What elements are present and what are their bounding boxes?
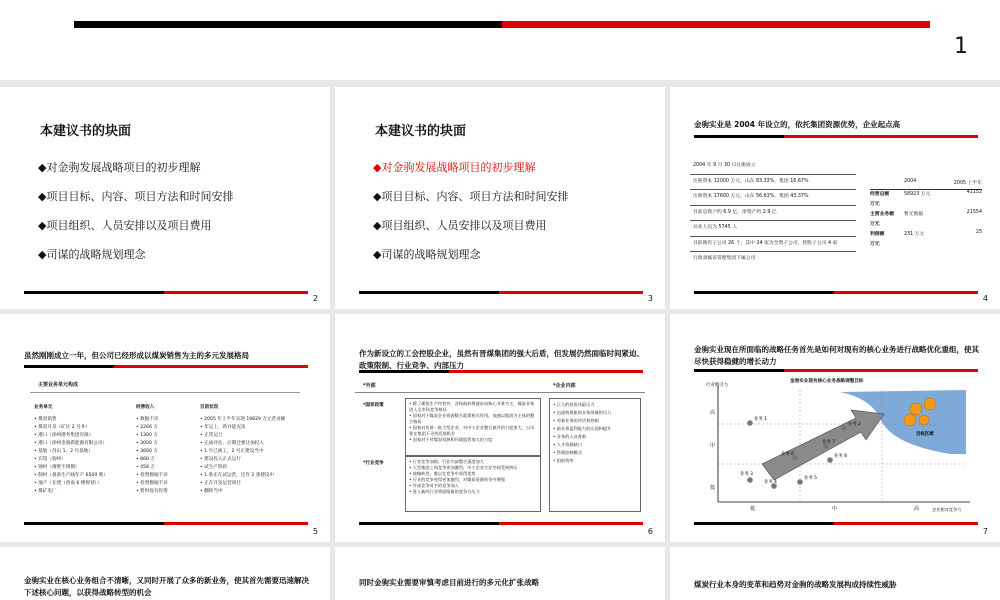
slide-number: 6 — [647, 527, 653, 536]
list-item: • 2266 万 — [136, 425, 158, 430]
list-item: • 458 万 — [136, 465, 155, 470]
list-item: • 国家对于对煤炭资源和环境监管加大的力度 — [409, 437, 493, 442]
list-item: • 钢材（薄壁不锈钢） — [34, 465, 80, 470]
agenda-item: ◆对金驹发展战略项目的初步理解 — [38, 161, 201, 174]
agenda-item: ◆司谋的战略规划理念 — [38, 248, 146, 261]
agenda-item: ◆项目组织、人员安排以及项目费用 — [373, 219, 547, 232]
direction-arrow — [762, 410, 884, 480]
list-item: • 试生产阶段 — [200, 465, 228, 470]
policy-label: *国家政策 — [363, 403, 384, 408]
list-item: • 投资数据不详 — [136, 481, 168, 486]
list-item: • 宾馆（驹州） — [34, 457, 66, 462]
chart-point — [797, 479, 803, 485]
x-tick: 中 — [832, 506, 838, 512]
list-item: • 3600 万 — [136, 449, 158, 454]
point-label: 业务 5 — [804, 476, 817, 481]
target-label: 目标区域 — [916, 432, 934, 437]
chart-point — [747, 420, 753, 426]
list-item: • 煤炭销售 — [34, 417, 57, 422]
slide-thumbnail-5[interactable] — [0, 314, 330, 542]
slide-title: 煤炭行业本身的变革和趋势对金驹的战略发展构成持续性威胁 — [694, 580, 897, 589]
x-tick: 低 — [750, 506, 756, 512]
slide-thumbnail-2[interactable] — [0, 87, 330, 309]
competition-box — [405, 456, 541, 512]
list-item: • 进入新的行业将面临新的竞争与压力 — [409, 489, 480, 494]
table-row: 利润额 231 万元 25 — [870, 230, 982, 237]
header-red-bar — [502, 21, 930, 28]
header-strip — [0, 0, 1000, 80]
footer-bar — [359, 291, 643, 294]
footer-bar — [694, 291, 978, 294]
list-item: • 3000 万 — [136, 441, 158, 446]
target-bubble — [919, 415, 929, 425]
column-revenue: 经营收入 • 数据不详 • 2266 万 • 1300 万 • 3000 万 • 3600 万 • 860 万 • 458 万 • 投资数据不详 • 投资数据不详 • 暂时没有投资 — [136, 404, 198, 496]
slide-title: 金驹实业在核心业务组合不清晰，又同时开展了众多的新业务，使其首先需要迅速解决下述核心问题，以获得战略转型的机会 — [24, 576, 309, 597]
agenda-list — [38, 159, 233, 275]
slide-thumbnail-4[interactable] — [670, 87, 1000, 309]
point-label: 业务 3 — [740, 472, 753, 477]
list-item: • 港口（徐州金驹新能源有限公司） — [34, 441, 108, 446]
fact-row: 目前拥有子公司 26 个，其中 24 家为全资子公司，控股子公司 4 家 — [690, 237, 856, 253]
point-label: 业务 8 — [834, 454, 847, 459]
internal-header: *企业内部 — [553, 383, 576, 389]
chart-title: 金驹实业现有核心业务战略调整目标 — [790, 379, 864, 384]
divider — [30, 392, 300, 393]
table-row: 主营业务额 暂无数据 21554 — [870, 210, 982, 217]
list-item: • 翻转当中 — [200, 489, 223, 494]
footer-bar — [694, 522, 978, 525]
internal-pressure-box — [549, 398, 641, 512]
slide-title: 本建议书的块面 — [375, 124, 467, 139]
list-item: • 巨大的投资风险压力 — [553, 402, 595, 407]
footer-bar — [24, 291, 308, 294]
list-item: • 国家对发展一批大型企业，对中小企业整合兼并的力度加大，公司要在集团下寻找发展机会 — [409, 425, 535, 436]
list-item: • 组织效率 — [553, 458, 574, 463]
list-item: • 地产（在建（西南 6 楼规划）） — [34, 481, 102, 486]
chart-point — [747, 477, 753, 483]
list-item: • 管理控制模式 — [553, 450, 582, 455]
title-bar — [359, 370, 643, 373]
list-item: • 基地（昌山 1、2 号基地） — [34, 449, 93, 454]
x-axis-label: 企业相对竞争力 — [932, 507, 962, 512]
slide-title: 金驹实业现在所面临的战略任务首先是如何对现有的核心业务进行战略优化重组，使其尽快获得稳健的增长动力 — [694, 345, 979, 366]
slide-number: 2 — [312, 294, 318, 303]
table-subtitle: 主要业务单元构成 — [38, 382, 79, 388]
agenda-item: ◆项目目标、内容、项目方法和时间安排 — [373, 190, 569, 203]
agenda-list — [373, 159, 568, 275]
list-item: • 数据不详 — [136, 417, 159, 422]
table-row: 万元 — [870, 202, 880, 207]
y-tick: 低 — [710, 485, 716, 491]
chart-point — [827, 457, 833, 463]
list-item: • 煤炭开采（矿区 2 号井） — [34, 425, 90, 430]
list-item: • 港口（徐州港务集团有限） — [34, 433, 94, 438]
list-item: • 2005 年上半年实现 19629 万元营业额 — [200, 417, 286, 422]
point-label: 业务 7 — [822, 440, 835, 445]
slide-number: 5 — [312, 527, 318, 536]
header-black-bar — [74, 21, 502, 28]
list-item: • 1 条正在试运营，还有 2 条建设中 — [200, 473, 275, 478]
point-label: 业务 6 — [781, 452, 794, 457]
slide-thumbnail-6[interactable] — [335, 314, 665, 542]
list-item: • 1 号已竣工，2 号正建设当中 — [200, 449, 264, 454]
list-item: • 国家对于煤炭企业资源整合政策相关作用，加速以集团为主体的整合格局 — [409, 413, 535, 424]
list-item: • 860 万 — [136, 457, 155, 462]
table-header: 2004 2005 上半年 — [870, 179, 982, 190]
slide-title: 同时金驹实业需要审慎考虑目前进行的多元化扩张战略 — [359, 578, 539, 587]
list-item: • 迅速构建新的业务领域的压力 — [553, 410, 612, 415]
list-item: • 除了煤炭生产经营外，各级政府将逐步向核心业务为主，煤炭业务进入全市场竞争格局 — [409, 401, 535, 412]
agenda-item: ◆项目组织、人员安排以及项目费用 — [38, 219, 212, 232]
list-item: • 外部竞争对手的竞争加入 — [409, 483, 459, 488]
list-item: • 大型集团之间竞争更加激烈，中小企业生存空间受到挤压 — [409, 465, 518, 470]
slide-thumbnail-10[interactable] — [670, 547, 1000, 600]
title-bar — [694, 135, 978, 138]
table-row: 万元 — [870, 222, 880, 227]
policy-box — [405, 398, 541, 456]
point-label: 业务 2 — [848, 422, 861, 427]
fact-row: 行政隶属省管理集团下属公司 — [693, 256, 756, 261]
list-item: • 年运上、新并能充顶 — [200, 425, 246, 430]
list-item: • 完成评估，后期还要这加投入 — [200, 441, 264, 446]
list-item: • 1300 万 — [136, 433, 158, 438]
target-bubble — [910, 403, 922, 415]
list-item: • 业务的人员育新 — [553, 434, 587, 439]
strategy-matrix — [670, 314, 1000, 542]
slide-title: 金驹实业是 2004 年设立的，依托集团资源优势，企业起点高 — [694, 120, 901, 129]
slide-thumbnail-7[interactable] — [670, 314, 1000, 542]
list-item: • 制材（备条生产线年产 6500 吨） — [34, 473, 108, 478]
x-tick: 高 — [914, 506, 920, 512]
list-item: • 人才资源缺口 — [553, 442, 582, 447]
fact-row: 注册资本 17600 万元，山东 56.63%，集团 43.37% — [690, 190, 856, 206]
agenda-item: ◆项目目标、内容、项目方法和时间安排 — [38, 190, 234, 203]
agenda-item-highlighted: ◆对金驹发展战略项目的初步理解 — [373, 161, 536, 174]
fact-row: 2004 年 9 月 30 日注册成立 — [690, 159, 856, 175]
column-business-units: 业务单元 • 煤炭销售 • 煤炭开采（矿区 2 号井） • 港口（徐州港务集团有限） • 港口（徐州金驹新能源有限公司） • 基地（昌山 1、2 号基地） • 宾馆（驹州） • 钢材（薄壁不锈钢） • 制材（备条生产线年产 6500 吨） • 地产（在建（西南 6 楼规划）） • 煤矿电厂 — [34, 404, 138, 496]
fact-row: 从业人员为 5745 人 — [690, 221, 856, 237]
table-row: 经营总额 58923 万元 41152 — [870, 190, 982, 197]
agenda-item: ◆司谋的战略规划理念 — [373, 248, 481, 261]
y-axis-label: 行业吸引力 — [706, 383, 728, 388]
list-item: • 行业竞争加剧，行业内部整合强度加大 — [409, 459, 484, 464]
table-row: 万元 — [870, 242, 880, 247]
point-label: 业务 1 — [754, 417, 767, 422]
slide-title: 虽然刚刚成立一年，但公司已经形成以煤炭销售为主的多元发展格局 — [24, 351, 249, 360]
slide-thumbnail-3[interactable] — [335, 87, 665, 309]
list-item: • 对新业务的评估和控制 — [553, 418, 599, 423]
divider — [355, 392, 645, 393]
list-item: • 新业务盈利能力的实现和提升 — [553, 426, 612, 431]
page-number: 1 — [954, 34, 968, 59]
list-item: • 正常运行 — [200, 433, 223, 438]
footer-bar — [24, 522, 308, 525]
column-status: 目前状况 • 2005 年上半年实现 19629 万元营业额 • 年运上、新并能充顶 • 正常运行 • 完成评估，后期还要这加投入 • 1 号已竣工，2 号正建设当中 • 建设投入正式运行 • 试生产阶段 • 1 条正在试运营，还有 2 条建设中 • 正在开发运营项目 • 翻转当中 — [200, 404, 310, 496]
point-label: 业务 4 — [764, 480, 777, 485]
list-item: • 正在开发运营项目 — [200, 481, 241, 486]
list-item: • 建设投入正式运行 — [200, 457, 241, 462]
slide-thumbnail-8[interactable] — [0, 547, 330, 600]
y-tick: 高 — [710, 410, 716, 416]
list-item: • 暂时没有投资 — [136, 489, 168, 494]
external-header: *外部 — [363, 383, 376, 389]
list-item: • 行业的竞争变得更加激烈，对煤炭资源的争夺增强 — [409, 477, 505, 482]
company-facts-table — [690, 159, 856, 267]
y-tick: 中 — [710, 443, 716, 449]
list-item: • 投资数据不详 — [136, 473, 168, 478]
slide-number: 7 — [982, 527, 988, 536]
slide-title: 作为新设立的工会控股企业，虽然有晋煤集团的强大后盾，但发展仍然面临时间紧迫、政策限制、行业竞争、内部压力 — [359, 349, 644, 370]
slide-title: 本建议书的块面 — [40, 124, 132, 139]
list-item: • 战略转型，难以在竞争中获得优势 — [409, 471, 476, 476]
footer-bar — [359, 522, 643, 525]
target-bubble — [924, 398, 936, 410]
fact-row: 目前总资产约 6.9 亿，净资产约 2.9 亿 — [690, 206, 856, 222]
slide-thumbnail-9[interactable] — [335, 547, 665, 600]
competition-label: *行业竞争 — [363, 461, 384, 466]
financials-table — [870, 179, 982, 250]
slide-number: 3 — [647, 294, 653, 303]
fact-row: 注册资本 12000 万元，山东 83.33%，集团 16.67% — [690, 175, 856, 191]
chart-point — [841, 425, 847, 431]
target-bubble — [904, 414, 916, 426]
list-item: • 煤矿电厂 — [34, 489, 57, 494]
title-bar — [24, 365, 308, 368]
slide-number: 4 — [982, 294, 988, 303]
